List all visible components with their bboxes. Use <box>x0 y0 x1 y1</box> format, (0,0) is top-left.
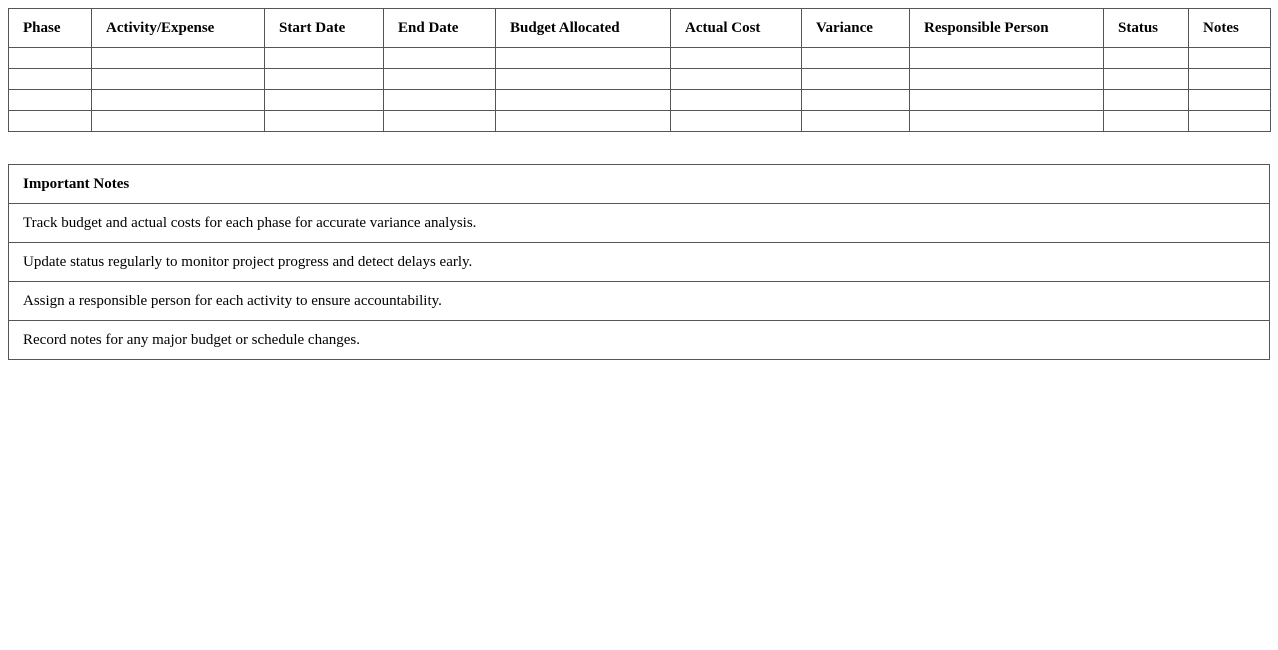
note-item: Update status regularly to monitor project progress and detect delays early. <box>9 243 1270 282</box>
column-header-phase: Phase <box>9 9 92 48</box>
table-cell-status[interactable] <box>1104 48 1189 69</box>
table-cell-start-date[interactable] <box>265 90 384 111</box>
table-cell-budget-allocated[interactable] <box>496 111 671 132</box>
column-header-responsible-person: Responsible Person <box>910 9 1104 48</box>
notes-row <box>9 204 1270 243</box>
table-cell-start-date[interactable] <box>265 111 384 132</box>
table-row <box>9 111 1271 132</box>
table-cell-phase[interactable] <box>9 90 92 111</box>
budget-tracker-table <box>8 8 1271 132</box>
page <box>8 8 1270 360</box>
table-cell-status[interactable] <box>1104 111 1189 132</box>
column-header-actual-cost: Actual Cost <box>671 9 802 48</box>
table-cell-notes[interactable] <box>1189 111 1271 132</box>
table-cell-end-date[interactable] <box>384 69 496 90</box>
column-header-variance: Variance <box>802 9 910 48</box>
table-cell-actual-cost[interactable] <box>671 69 802 90</box>
table-row <box>9 90 1271 111</box>
notes-row <box>9 321 1270 360</box>
table-cell-variance[interactable] <box>802 111 910 132</box>
important-notes-table <box>8 164 1270 360</box>
table-cell-end-date[interactable] <box>384 48 496 69</box>
column-header-start-date: Start Date <box>265 9 384 48</box>
column-header-end-date: End Date <box>384 9 496 48</box>
table-cell-notes[interactable] <box>1189 90 1271 111</box>
table-cell-end-date[interactable] <box>384 111 496 132</box>
table-cell-responsible-person[interactable] <box>910 48 1104 69</box>
table-cell-activity-expense[interactable] <box>92 90 265 111</box>
table-cell-phase[interactable] <box>9 111 92 132</box>
table-cell-notes[interactable] <box>1189 48 1271 69</box>
notes-row <box>9 282 1270 321</box>
table-cell-responsible-person[interactable] <box>910 69 1104 90</box>
table-header-row <box>9 9 1271 48</box>
table-cell-end-date[interactable] <box>384 90 496 111</box>
column-header-activity-expense: Activity/Expense <box>92 9 265 48</box>
note-item: Record notes for any major budget or schedule changes. <box>9 321 1270 360</box>
table-cell-activity-expense[interactable] <box>92 48 265 69</box>
table-cell-variance[interactable] <box>802 69 910 90</box>
table-cell-actual-cost[interactable] <box>671 90 802 111</box>
table-row <box>9 48 1271 69</box>
table-cell-notes[interactable] <box>1189 69 1271 90</box>
table-cell-budget-allocated[interactable] <box>496 69 671 90</box>
notes-row <box>9 243 1270 282</box>
notes-title: Important Notes <box>9 165 1270 204</box>
table-cell-phase[interactable] <box>9 48 92 69</box>
table-cell-budget-allocated[interactable] <box>496 48 671 69</box>
table-cell-status[interactable] <box>1104 69 1189 90</box>
table-cell-activity-expense[interactable] <box>92 69 265 90</box>
table-cell-status[interactable] <box>1104 90 1189 111</box>
table-cell-start-date[interactable] <box>265 48 384 69</box>
table-cell-phase[interactable] <box>9 69 92 90</box>
column-header-status: Status <box>1104 9 1189 48</box>
note-item: Track budget and actual costs for each phase for accurate variance analysis. <box>9 204 1270 243</box>
notes-header-row <box>9 165 1270 204</box>
column-header-notes: Notes <box>1189 9 1271 48</box>
table-cell-activity-expense[interactable] <box>92 111 265 132</box>
table-cell-variance[interactable] <box>802 48 910 69</box>
column-header-budget-allocated: Budget Allocated <box>496 9 671 48</box>
table-cell-actual-cost[interactable] <box>671 48 802 69</box>
table-cell-variance[interactable] <box>802 90 910 111</box>
table-row <box>9 69 1271 90</box>
table-cell-responsible-person[interactable] <box>910 90 1104 111</box>
table-cell-responsible-person[interactable] <box>910 111 1104 132</box>
table-cell-budget-allocated[interactable] <box>496 90 671 111</box>
table-cell-actual-cost[interactable] <box>671 111 802 132</box>
note-item: Assign a responsible person for each activity to ensure accountability. <box>9 282 1270 321</box>
table-cell-start-date[interactable] <box>265 69 384 90</box>
